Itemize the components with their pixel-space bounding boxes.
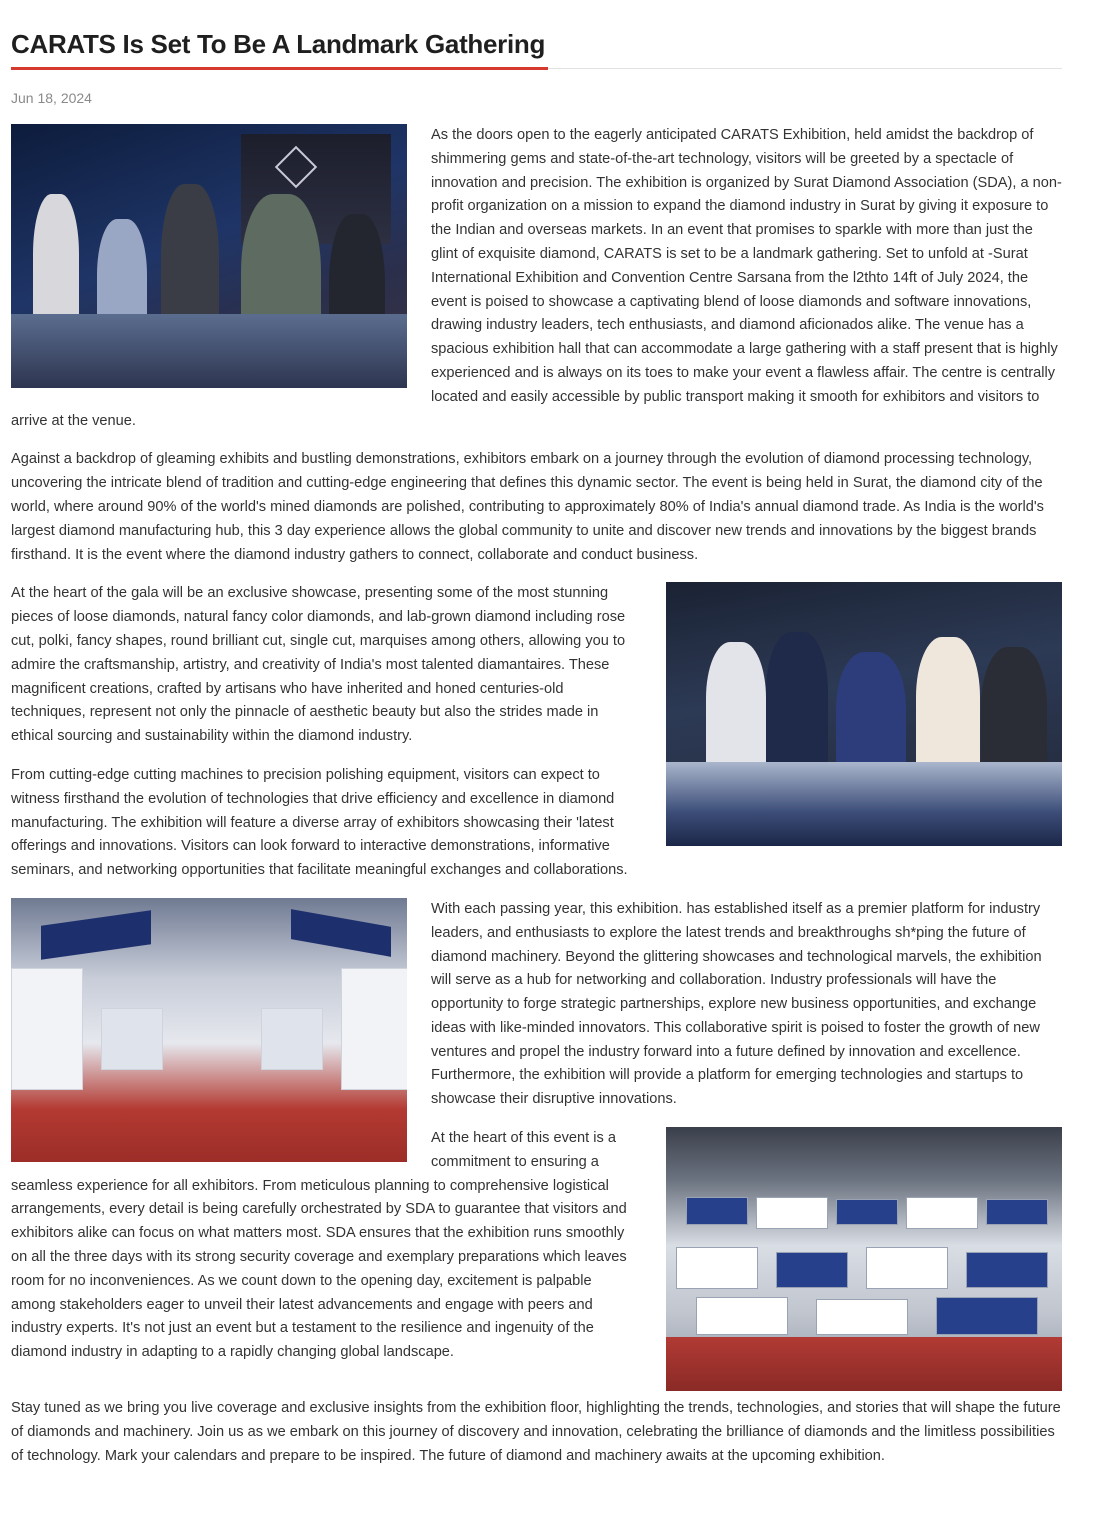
paragraph: At the heart of the gala will be an exclusive showcase, presenting some of the most stunning pieces of loose diamonds, natural fancy color diamonds, and lab-grown diamond including rose cut, polki, fancy shapes, round brilliant cut, single cut, marquises among others, allowing you to admire the craftsmanship, artistry, and creativity of India's most talented diamantaires. These magnificent creations, crafted by artisans who have inherited and honed centuries-old techniques, represent not only the pinnacle of aesthetic beauty but also the strides made in ethical sourcing and sustainability within the diamond industry. (11, 585, 626, 745)
paragraph: As the doors open to the eagerly anticipated CARATS Exhibition, held amidst the backdrop of shimmering gems and state-of-the-art technology, visitors will be greeted by a spectacle of innovation and precision. The exhibition is organized by Surat Diamond Association (SDA), a non-profit organization on a mission to expand the diamond industry in Surat by giving it exposure to the Indian and overseas markets. In an event that promises to sparkle with more than just the glint of exquisite diamond, CARATS is set to be a landmark gathering. Set to unfold at -Surat International Exhibition and Convention Centre Sarsana from the l2thto 14ft of July 2024, the event is poised to showcase a captivating blend of loose diamonds and software innovations, drawing industry leaders, tech enthusiasts, and diamond aficionados alike. The venue has a spacious exhibition hall that can accommodate a large gathering with a staff present that is highly experienced and is always on its toes to make your event a flawless affair. The centre is centrally located and easily accessible by public transport making it smooth for exhibitors and visitors to arrive at the venue. (11, 127, 1062, 429)
paragraph: With each passing year, this exhibition. has established itself as a premier platform for industry leaders, and enthusiasts to explore the latest trends and breakthroughs sh*ping the future of diamond machinery. Beyond the glittering showcases and technological marvels, the exhibition will serve as a hub for networking and collaboration. Industry professionals will have the opportunity to forge strategic partnerships, explore new business opportunities, and exchange ideas with like-minded innovators. This collaborative spirit is poised to foster the growth of new ventures and propel the industry forward into a future defined by innovation and excellence. Furthermore, the exhibition will provide a platform for emerging technologies and startups to showcase their disruptive innovations. (431, 900, 1042, 1108)
article-body (11, 124, 1062, 1483)
exhibition-booth-photo (11, 124, 407, 388)
dignitaries-group-photo (666, 582, 1062, 846)
paragraph: At the heart of this event is a commitment to ensuring a seamless experience for all exhibitors. From meticulous planning to comprehensive logistical arrangements, every detail is being carefully orchestrated by SDA to guarantee that visitors and exhibitors alike can focus on what matters most. SDA ensures that the exhibition runs smoothly on all the three days with its strong security coverage and exemplary preparations which leaves room for no inconveniences. As we count down to the opening day, excitement is palpable among stakeholders eager to unveil their latest advancements and engage with peers and industry experts. It's not just an event but a testament to the resilience and ingenuity of the diamond industry in adapting to a rapidly changing global landscape. (11, 1130, 627, 1361)
publish-date: Jun 18, 2024 (11, 90, 92, 106)
paragraph: Against a backdrop of gleaming exhibits and bustling demonstrations, exhibitors embark on a journey through the evolution of diamond processing technology, uncovering the intricate blend of tradition and cutting-edge engineering that defines this dynamic sector. The event is being held in Surat, the diamond city of the world, where around 90% of the world's mined diamonds are polished, contributing to approximately 80% of India's annual diamond trade. As India is the world's largest diamond manufacturing hub, this 3 day experience allows the global community to unite and discover new trends and innovations by the biggest brands firsthand. It is the event where the diamond industry gathers to connect, collaborate and conduct business. (11, 451, 1044, 563)
exhibition-hall-aerial-photo (666, 1127, 1062, 1391)
exhibition-aisle-photo (11, 898, 407, 1162)
article-title: CARATS Is Set To Be A Landmark Gathering (11, 29, 546, 59)
title-accent-underline (11, 67, 548, 70)
paragraph: From cutting-edge cutting machines to precision polishing equipment, visitors can expect to witness firsthand the evolution of technologies that drive efficiency and excellence in diamond manufacturing. The exhibition will feature a diverse array of exhibitors showcasing their 'latest offerings and innovations. Visitors can look forward to interactive demonstrations, informative seminars, and networking opportunities that facilitate meaningful exchanges and collaborations. (11, 766, 628, 879)
display-case (666, 762, 1062, 846)
red-carpet-floor (666, 1337, 1062, 1391)
paragraph: Stay tuned as we bring you live coverage and exclusive insights from the exhibition floor, highlighting the trends, technologies, and stories that will shape the future of diamonds and machinery. Join us as we embark on this journey of discovery and innovation, celebrating the brilliance of diamonds and the limitless possibilities of technology. Mark your calendars and prepare to be inspired. The future of diamond and machinery awaits at the upcoming exhibition. (11, 1400, 1061, 1464)
display-counter (11, 314, 407, 388)
